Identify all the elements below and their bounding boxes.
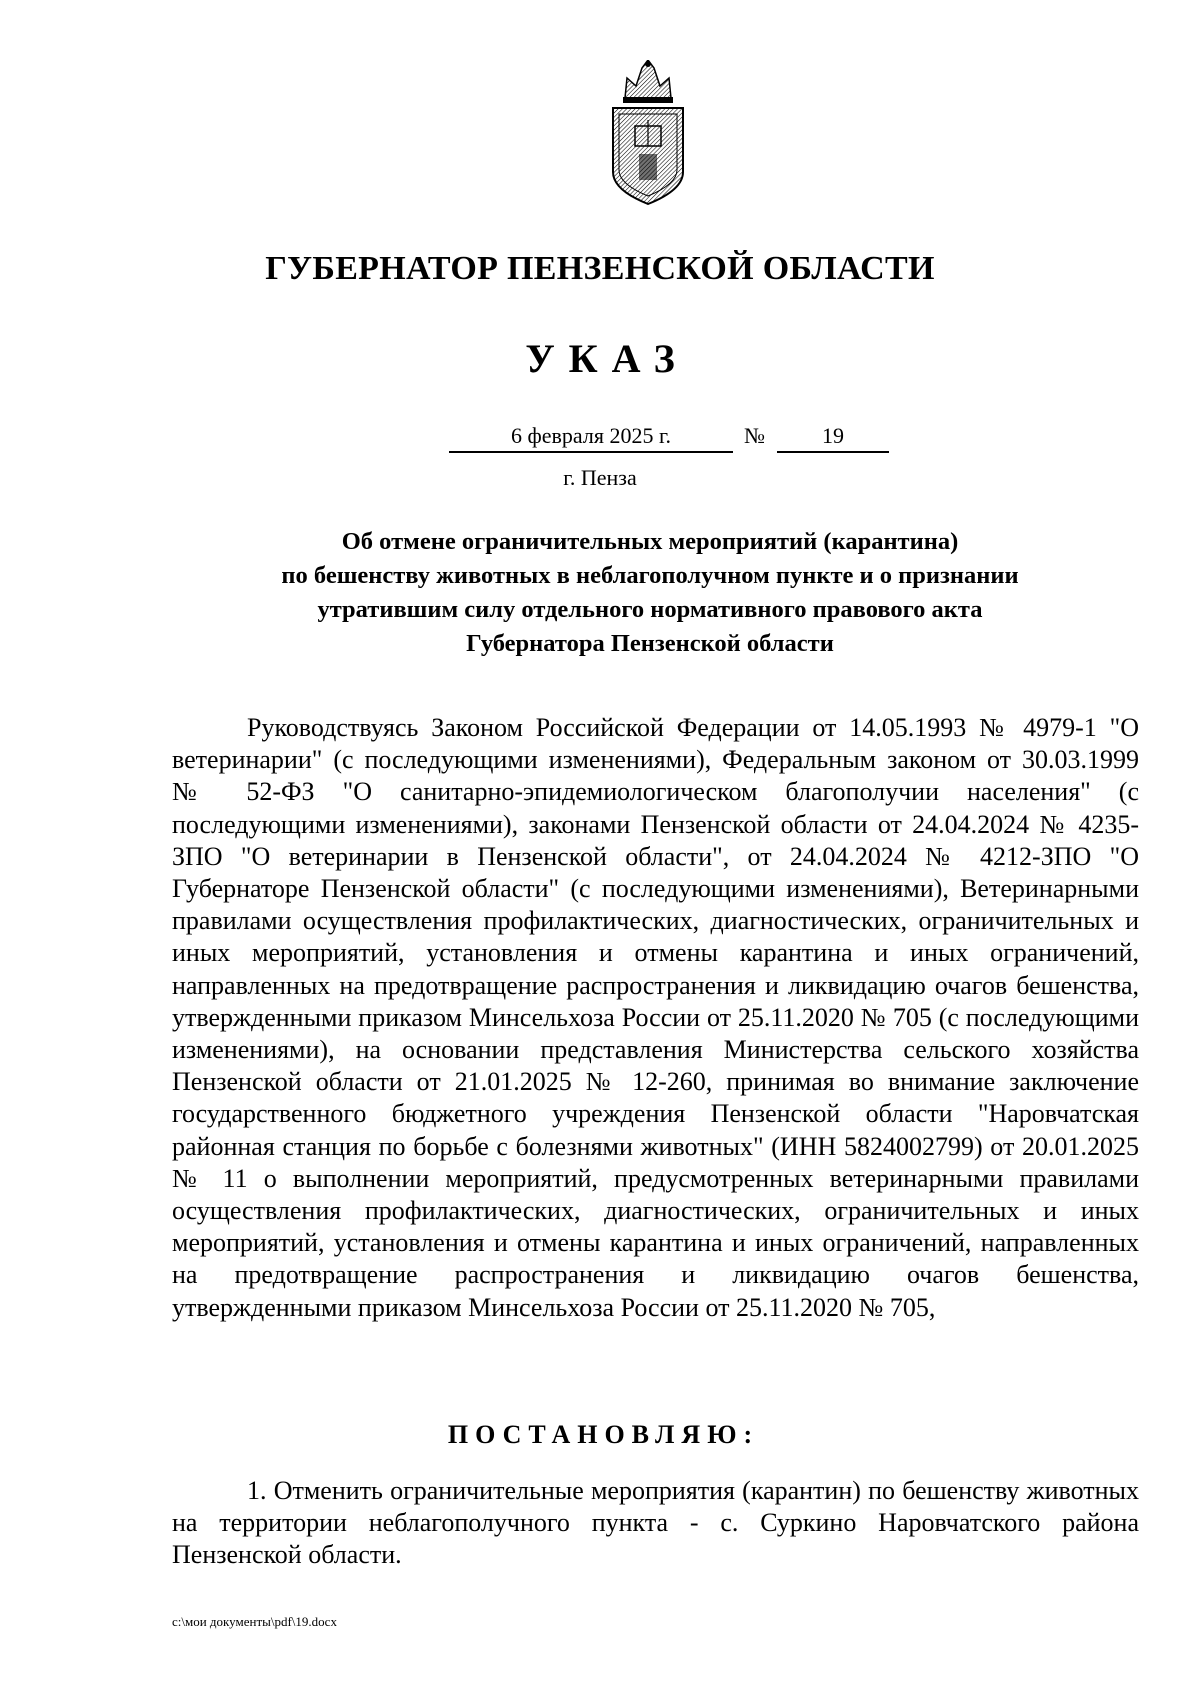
decree-number: 19 (777, 421, 889, 453)
preamble-paragraph: Руководствуясь Законом Российской Федерации от 14.05.1993 № 4979-1 "О ветеринарии" (с последующими изменениями), Федеральным законом от 30.03.1999 № 52-ФЗ "О санитарно-эпидемиологическом благополучии населения" (с последующими изменениями), законами Пензенской области от 24.04.2024 № 4235-ЗПО "О ветеринарии в Пензенской области", от 24.04.2024 № 4212-ЗПО "О Губернаторе Пензенской области" (с последующими изменениями), Ветеринарными правилами осуществления профилактических, диагностических, ограничительных и иных мероприятий, установления и отмены карантина и иных ограничений, направленных на предотвращение распространения и ликвидацию очагов бешенства, утвержденными приказом Минсельхоза России от 25.11.2020 № 705 (с последующими изменениями), на основании представления Министерства сельского хозяйства Пензенской области от 21.01.2025 № 12-260, принимая во внимание заключение государственного бюджетного учреждения Пензенской области "Наровчатская районная станция по борьбе с болезнями животных" (ИНН 5824002799) от 20.01.2025 № 11 о выполнении мероприятий, предусмотренных ветеринарными правилами осуществления профилактических, диагностических, ограничительных и иных мероприятий, установления и отмены карантина и иных ограничений, направленных на предотвращение распространения и ликвидацию очагов бешенства, утвержденными приказом Минсельхоза России от 25.11.2020 № 705, (172, 713, 1139, 1322)
city: г. Пенза (563, 465, 637, 490)
title-line: утратившим силу отдельного нормативного правового акта (317, 596, 983, 623)
file-path-footer: c:\мои документы\pdf\19.docx (172, 1614, 337, 1629)
title-line: Губернатора Пензенской области (466, 630, 834, 657)
coat-of-arms-icon (603, 60, 693, 210)
issuing-authority: ГУБЕРНАТОР ПЕНЗЕНСКОЙ ОБЛАСТИ (265, 250, 935, 287)
document-title (200, 525, 1100, 661)
ordain-heading: ПОСТАНОВЛЯЮ: (447, 1420, 760, 1449)
title-line: по бешенству животных в неблагополучном пункте и о признании (281, 562, 1019, 589)
document-type: УКАЗ (525, 336, 689, 381)
number-sign: № (744, 423, 765, 448)
decree-item-1: 1. Отменить ограничительные мероприятия (карантин) по бешенству животных на территории неблагополучного пункта - с. Суркино Наровчатского района Пензенской области. (172, 1476, 1139, 1570)
date-number-row (0, 421, 1200, 455)
title-line: Об отмене ограничительных мероприятий (карантина) (341, 528, 959, 555)
decree-date: 6 февраля 2025 г. (449, 421, 733, 453)
